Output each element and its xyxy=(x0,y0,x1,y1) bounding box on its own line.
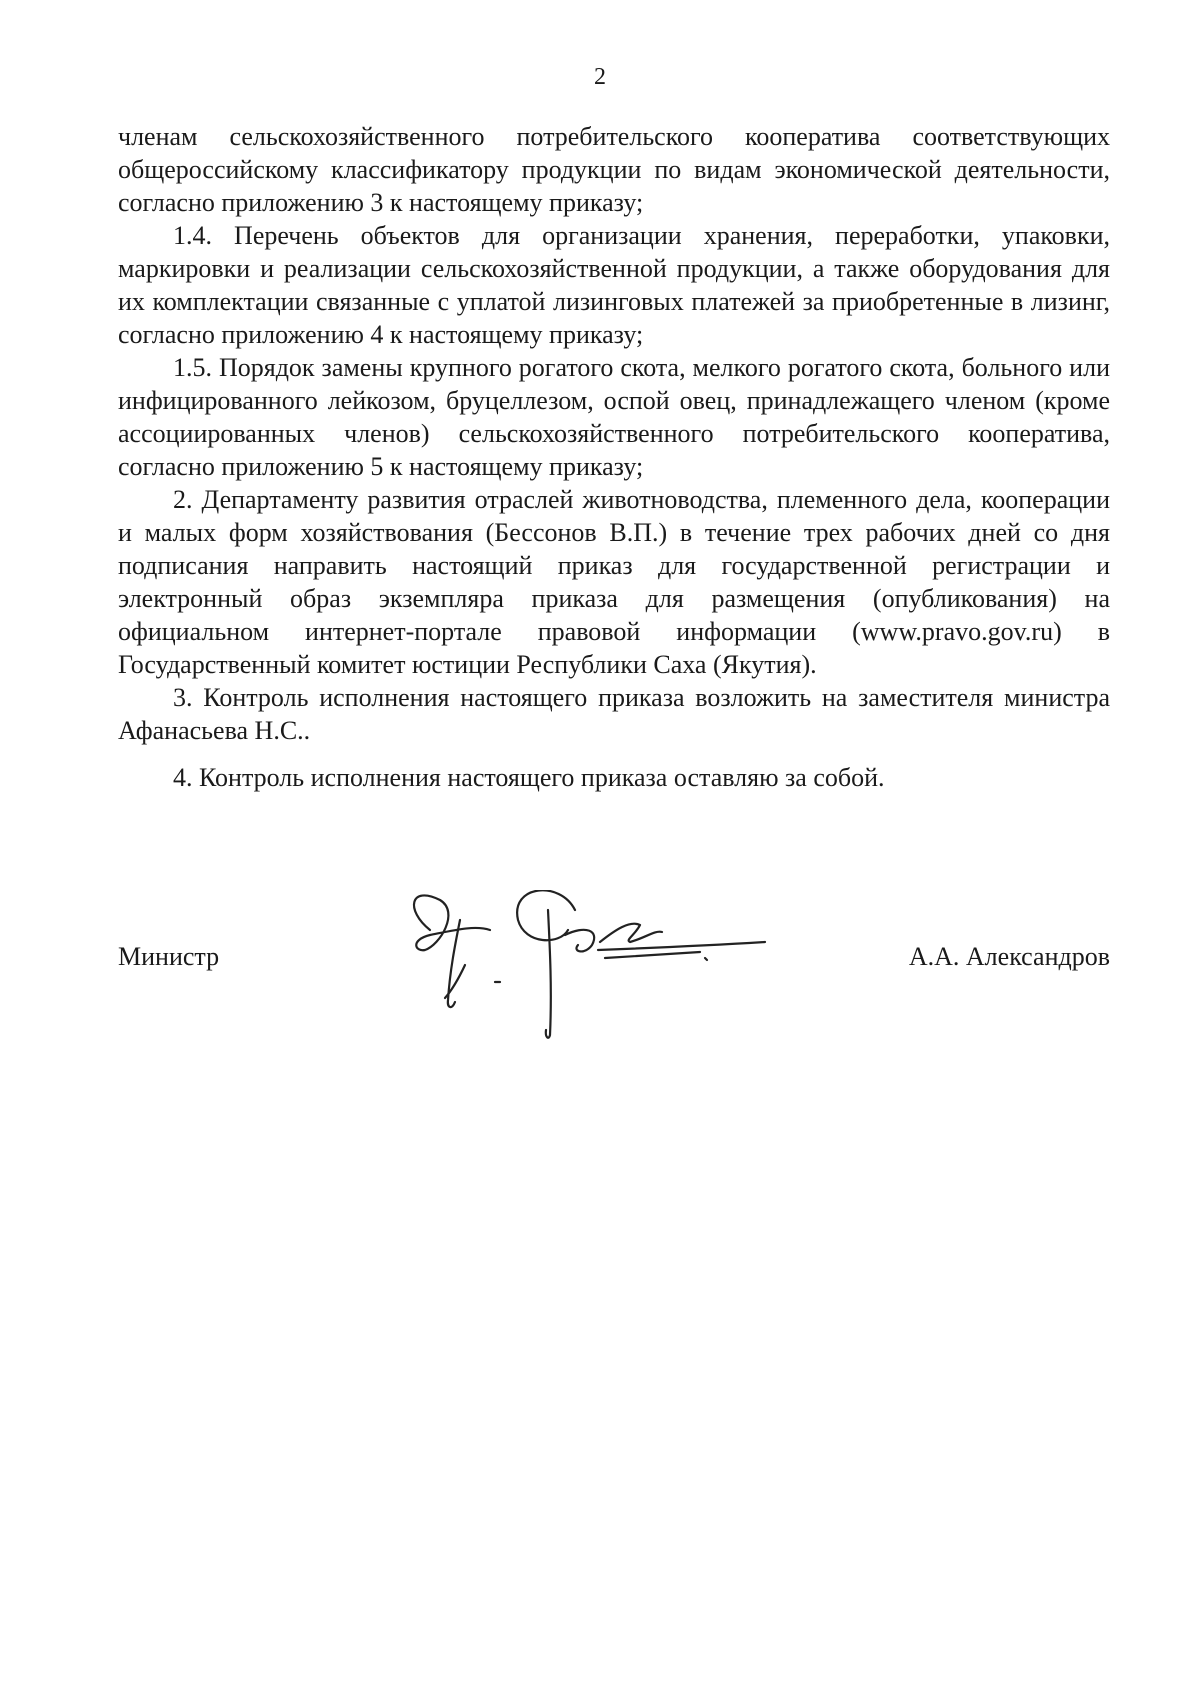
paragraph-item-1-5: 1.5. Порядок замены крупного рогатого скота, мелкого рогатого скота, больного или инфицированного лейкозом, бруцеллезом, оспой овец, принадлежащего членом (кроме ассоциированных членов) сельскохозяйственного потребительского кооператива, согласно приложению 5 к настоящему приказу; xyxy=(118,353,1110,481)
document-body xyxy=(118,120,1110,794)
signatory-title: Министр xyxy=(118,942,220,971)
paragraph-item-4: 4. Контроль исполнения настоящего приказа оставляю за собой. xyxy=(173,763,885,792)
paragraph-continuation: членам сельскохозяйственного потребительского кооператива соответствующих общероссийскому классификатору продукции по видам экономической деятельности, согласно приложению 3 к настоящему приказу; xyxy=(118,122,1110,217)
paragraph-item-3: 3. Контроль исполнения настоящего приказа возложить на заместителя министра Афанасьева Н.С.. xyxy=(118,683,1110,745)
paragraph-item-1-4: 1.4. Перечень объектов для организации хранения, переработки, упаковки, маркировки и реализации сельскохозяйственной продукции, а также оборудования для их комплектации связанные с уплатой лизинговых платежей за приобретенные в лизинг, согласно приложению 4 к настоящему приказу; xyxy=(118,221,1110,349)
paragraph-item-2: 2. Департаменту развития отраслей животноводства, племенного дела, кооперации и малых форм хозяйствования (Бессонов В.П.) в течение трех рабочих дней со дня подписания направить настоящий приказ для государственной регистрации и электронный образ экземпляра приказа для размещения (опубликования) на официальном интернет-портале правовой информации (www.pravo.gov.ru) в Государственный комитет юстиции Республики Саха (Якутия). xyxy=(118,485,1110,679)
signature-block xyxy=(118,940,1110,980)
signatory-name: А.А. Александров xyxy=(908,942,1110,971)
page-number: 2 xyxy=(594,64,606,90)
